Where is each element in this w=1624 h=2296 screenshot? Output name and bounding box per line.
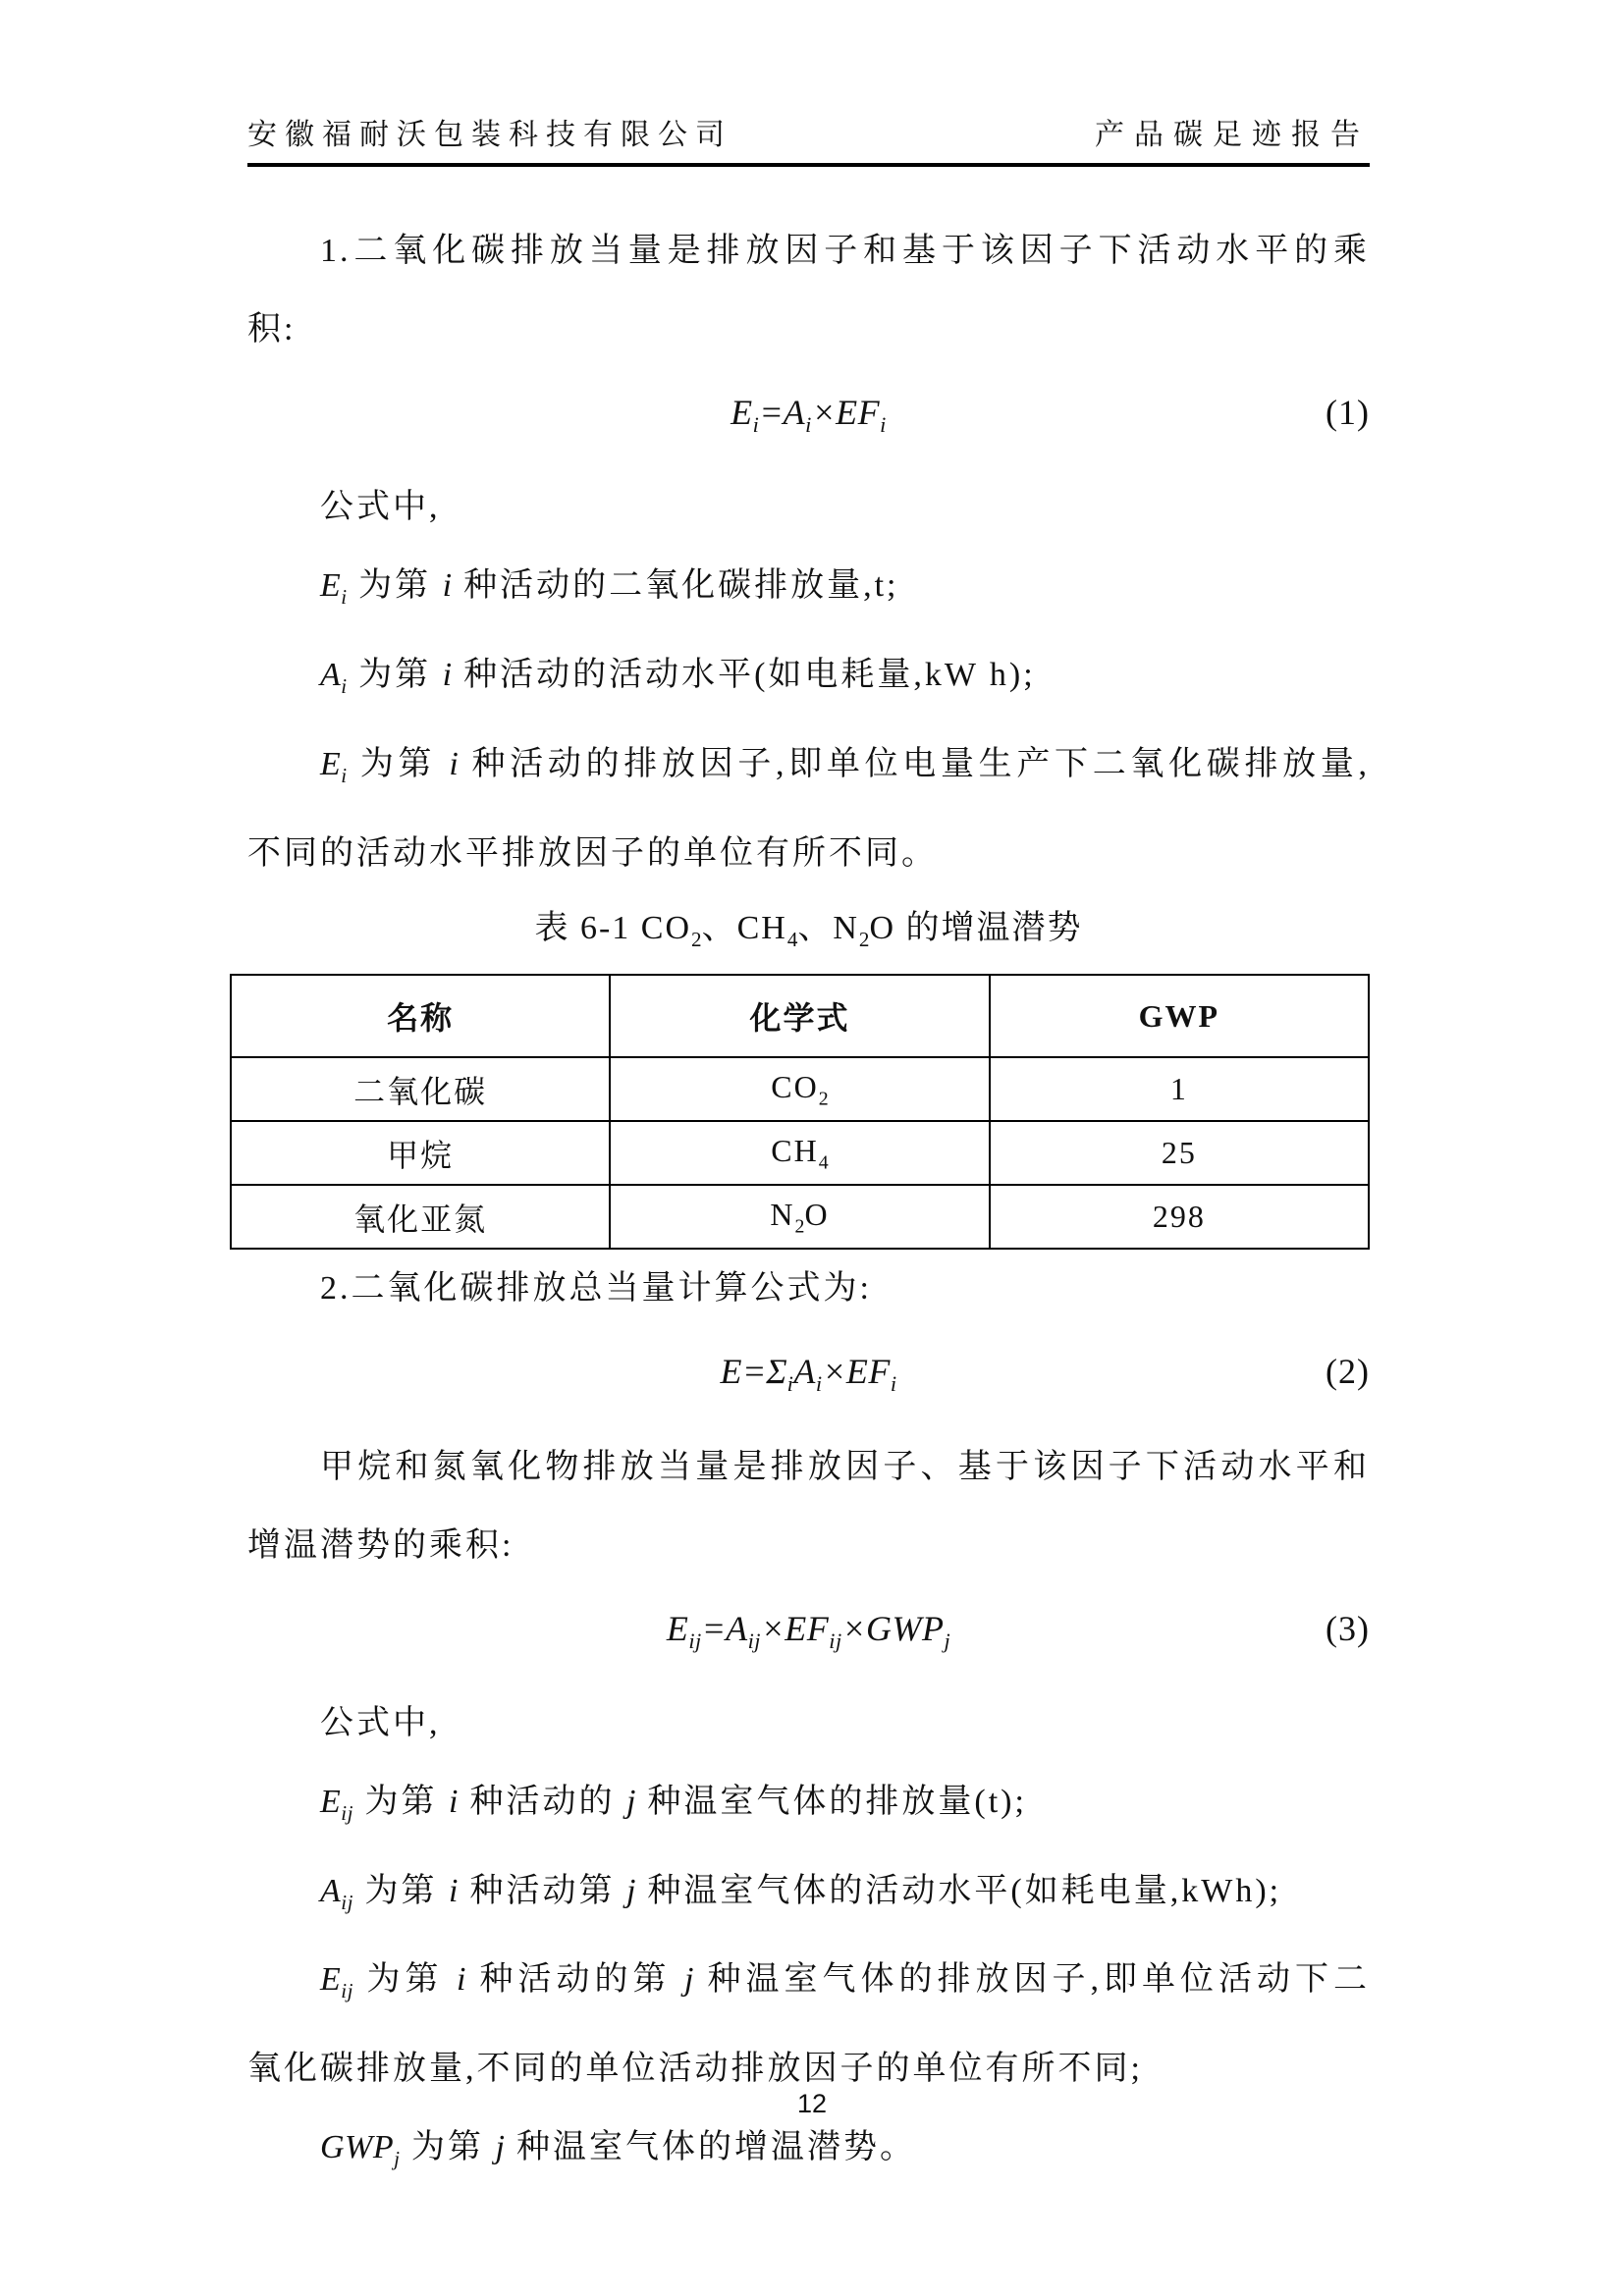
- para-formula-intro-2: 公式中,: [320, 1704, 441, 1741]
- para-co2-equiv-line1: 1.二氧化碳排放当量是排放因子和基于该因子下活动水平的乘: [320, 233, 1370, 269]
- para-formula-intro-1: 公式中,: [320, 489, 441, 526]
- def-aij: $A_{ij}$ 为第 i 种活动第 j 种温室气体的活动水平(如耗电量,kWh);: [320, 1872, 1282, 1914]
- cell-ch4-formula: $CH_4$: [610, 1121, 989, 1185]
- def-efi-line2: 不同的活动水平排放因子的单位有所不同。: [247, 834, 938, 872]
- def-efi-line1: $E_i$ 为第 i 种活动的排放因子,即单位电量生产下二氧化碳排放量,: [320, 745, 1371, 787]
- def-eij: $E_{ij}$ 为第 i 种活动的 j 种温室气体的排放量(t);: [320, 1783, 1027, 1825]
- table-header-row: [231, 975, 1369, 1057]
- page-footer: [0, 2089, 1624, 2119]
- def-ei: $E_i$ 为第 i 种活动的二氧化碳排放量,t;: [320, 567, 899, 609]
- table-row-ch4: [231, 1121, 1369, 1185]
- formula-2-expression: $E=\Sigma_iA_i\times EF_i$: [720, 1352, 897, 1397]
- def-ai: $A_i$ 为第 i 种活动的活动水平(如电耗量,kW h);: [320, 656, 1036, 698]
- para-total-equiv: 2.二氧化碳排放总当量计算公式为:: [320, 1270, 872, 1308]
- table-caption: 表 6-1 $CO_2$、$CH_4$、$N_2O$ 的增温潜势: [534, 909, 1083, 951]
- def-gwpj: $GWP_j$ 为第 j 种温室气体的增温潜势。: [320, 2129, 916, 2170]
- formula-3-expression: $E_{ij}=A_{ij}\times EF_{ij}\times GWP_j$: [666, 1608, 951, 1653]
- para-ch4-n2o-line1: 甲烷和氮氧化物排放当量是排放因子、基于该因子下活动水平和: [320, 1448, 1370, 1485]
- cell-co2-gwp: 1: [990, 1057, 1369, 1121]
- cell-co2-name: 二氧化碳: [231, 1057, 610, 1121]
- page-header: [247, 110, 1370, 167]
- formula-3: [247, 1585, 1370, 1684]
- main-content: [247, 212, 1370, 2198]
- header-cell-gwp: GWP: [990, 975, 1369, 1057]
- header-cell-chemical-formula: 化学式: [610, 975, 989, 1057]
- formula-1-expression: $E_i=A_i\times EF_i$: [731, 393, 887, 438]
- para-co2-equiv-line2: 积:: [247, 311, 297, 347]
- cell-ch4-name: 甲烷: [231, 1121, 610, 1185]
- cell-n2o-formula: $N_2O$: [610, 1185, 989, 1249]
- cell-n2o-name: 氧化亚氮: [231, 1185, 610, 1249]
- formula-2: [247, 1328, 1370, 1427]
- cell-n2o-gwp: 298: [990, 1185, 1369, 1249]
- formula-1-number: (1): [1326, 393, 1370, 432]
- table-row-n2o: [231, 1185, 1369, 1249]
- header-cell-name: 名称: [231, 975, 610, 1057]
- company-name: 安徽福耐沃包装科技有限公司: [247, 119, 732, 151]
- def-efij-line2: 氧化碳排放量,不同的单位活动排放因子的单位有所不同;: [247, 2051, 1143, 2088]
- formula-3-number: (3): [1326, 1608, 1370, 1648]
- gwp-table: [230, 974, 1370, 1250]
- def-efij-line1: $E_{ij}$ 为第 i 种活动的第 j 种温室气体的排放因子,即单位活动下二: [320, 1961, 1371, 2003]
- table-row-co2: [231, 1057, 1369, 1121]
- formula-1: [247, 369, 1370, 468]
- cell-ch4-gwp: 25: [990, 1121, 1369, 1185]
- page-number: 12: [796, 2089, 828, 2118]
- para-ch4-n2o-line2: 增温潜势的乘积:: [247, 1526, 514, 1564]
- formula-2-number: (2): [1326, 1352, 1370, 1392]
- report-title: 产品碳足迹报告: [1095, 119, 1370, 151]
- cell-co2-formula: $CO_2$: [610, 1057, 989, 1121]
